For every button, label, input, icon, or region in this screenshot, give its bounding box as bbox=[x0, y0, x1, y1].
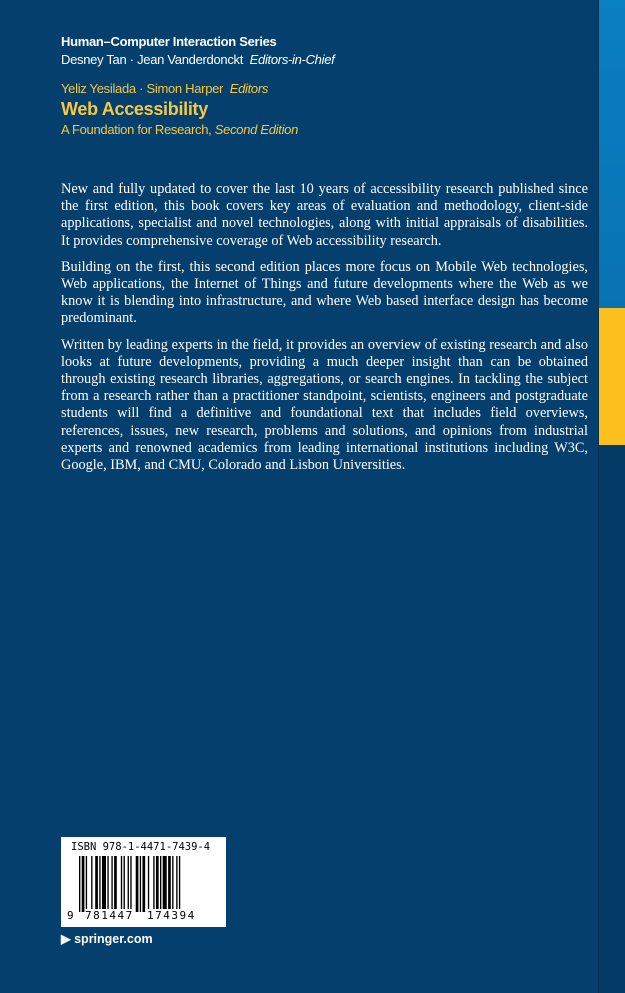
barcode-bar bbox=[130, 856, 131, 912]
barcode-bar bbox=[153, 856, 154, 912]
publisher-link-text: springer.com bbox=[74, 932, 153, 946]
barcode-bar bbox=[91, 856, 92, 912]
barcode-bar bbox=[179, 856, 180, 912]
eic-label: Editors-in-Chief bbox=[249, 52, 335, 67]
barcode-bar bbox=[156, 856, 159, 912]
spine-yellow-band bbox=[599, 308, 625, 445]
barcode-bar bbox=[99, 856, 100, 912]
isbn-text: ISBN 978-1-4471-7439-4 bbox=[71, 841, 211, 853]
blurb-paragraph: Building on the first, this second edition places more focus on Mobile Web technologies, Web applications, the Internet of Things and future developments where the Web as we know it is blending into infrastructure, and where Web based interface design has become predominant. bbox=[61, 258, 588, 327]
blurb-paragraph: New and fully updated to cover the last 10 years of accessibility research published since the first edition, this book covers key areas of evaluation and methodology, client-side applications, specialist and novel technologies, along with initial appraisals of disabilities. It provides comprehensive coverage of Web accessibility research. bbox=[61, 181, 588, 249]
triangle-right-icon: ▶ bbox=[61, 932, 71, 946]
blurb bbox=[61, 181, 588, 483]
barcode-bar bbox=[124, 856, 125, 912]
barcode-digits-right: 174394 bbox=[147, 909, 196, 922]
barcode bbox=[61, 837, 226, 927]
eic-names: Desney Tan · Jean Vanderdonckt bbox=[61, 52, 244, 67]
spine-blue-band bbox=[599, 0, 625, 308]
barcode-digit-first: 9 bbox=[67, 909, 76, 922]
barcode-digits-left: 781447 bbox=[85, 909, 134, 922]
barcode-bar bbox=[121, 856, 122, 912]
barcode-bar bbox=[82, 856, 85, 912]
barcode-bars bbox=[79, 856, 214, 912]
header bbox=[61, 33, 334, 139]
barcode-bar bbox=[148, 856, 149, 912]
barcode-bar bbox=[163, 856, 167, 912]
barcode-bar bbox=[140, 856, 141, 912]
subtitle-text: A Foundation for Research, bbox=[61, 122, 215, 137]
barcode-bar bbox=[142, 856, 145, 912]
editors-label: Editors bbox=[229, 81, 269, 96]
barcode-bar bbox=[86, 856, 87, 912]
barcode-bar bbox=[128, 856, 129, 912]
editor-names: Yeliz Yesilada · Simon Harper bbox=[61, 81, 224, 96]
publisher-link[interactable] bbox=[61, 931, 153, 946]
series-title: Human–Computer Interaction Series bbox=[61, 34, 277, 49]
barcode-bar bbox=[79, 856, 80, 912]
editors-in-chief bbox=[61, 51, 334, 69]
editors bbox=[61, 80, 334, 98]
barcode-bar bbox=[107, 856, 108, 912]
edition: Second Edition bbox=[214, 122, 299, 137]
barcode-bar bbox=[114, 856, 117, 912]
book-subtitle bbox=[61, 121, 334, 139]
barcode-bar bbox=[176, 856, 177, 912]
book-title: Web Accessibility bbox=[61, 99, 208, 119]
barcode-bar bbox=[136, 856, 139, 912]
spine bbox=[598, 0, 625, 993]
barcode-bar bbox=[172, 856, 173, 912]
barcode-bar bbox=[95, 856, 98, 912]
blurb-paragraph: Written by leading experts in the field, it provides an overview of existing research and also looks at future developments, providing a much deeper insight than can be obtained through existing research libraries, aggregations, or search engines. In tackling the subject from a research rather than a practitioner standpoint, scientists, engineers and postgraduate students will find a definitive and foundational text that includes field overviews, references, issues, new research, problems and solutions, and opinions from industrial experts and renowned academics from leading international institutions including W3C, Google, IBM, and CMU, Colorado and Lisbon Universities. bbox=[61, 336, 588, 474]
barcode-bar bbox=[111, 856, 112, 912]
barcode-bar bbox=[160, 856, 161, 912]
barcode-bar bbox=[168, 856, 171, 912]
barcode-bar bbox=[102, 856, 106, 912]
